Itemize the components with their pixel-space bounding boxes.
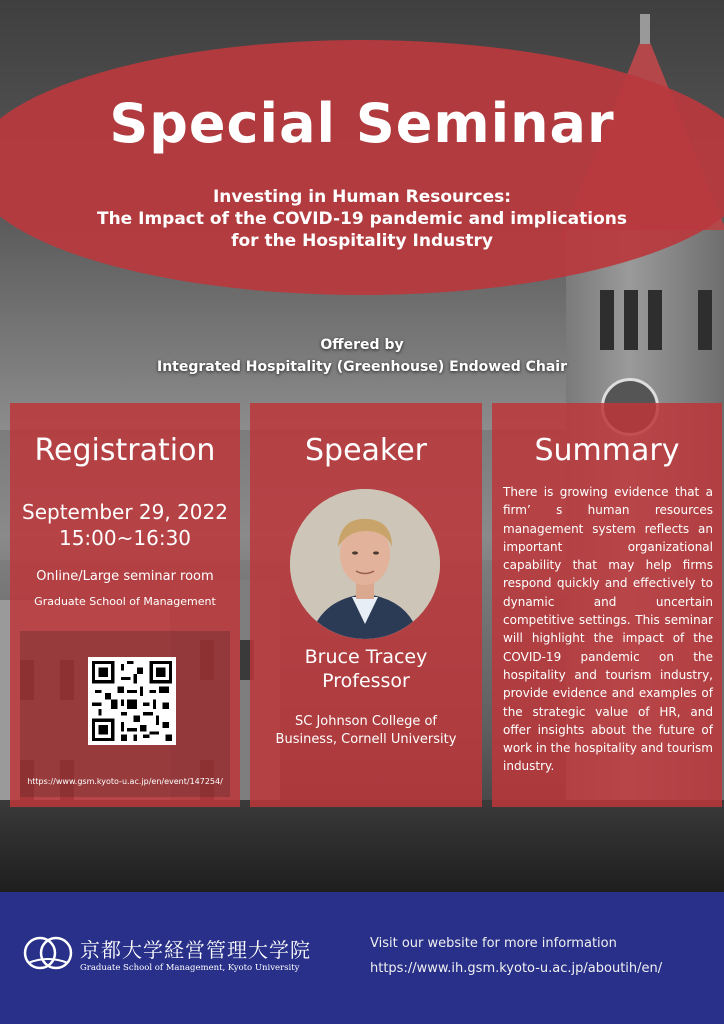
- registration-time: 15:00~16:30: [58, 526, 192, 550]
- summary-heading: Summary: [534, 433, 680, 468]
- speaker-photo: [290, 489, 440, 639]
- registration-school: Graduate School of Management: [34, 595, 216, 608]
- visit-website-text: Visit our website for more information: [370, 936, 617, 951]
- speaker-affiliation: [250, 713, 482, 749]
- qr-code[interactable]: [88, 657, 176, 745]
- spire-tip: [640, 14, 650, 44]
- speaker-name-block: [250, 645, 482, 693]
- registration-panel: [10, 403, 240, 807]
- speaker-heading: Speaker: [304, 433, 428, 468]
- logo-japanese-name: 京都大学経営管理大学院: [80, 938, 311, 962]
- subtitle-line: Investing in Human Resources:: [212, 187, 512, 207]
- registration-heading: Registration: [34, 433, 216, 468]
- page-title: Special Seminar: [109, 92, 615, 155]
- speaker-panel: [250, 403, 482, 807]
- registration-qr-box: [20, 631, 230, 797]
- speaker-title: Professor: [322, 670, 410, 692]
- subtitle-line: The Impact of the COVID-19 pandemic and implications: [96, 209, 628, 229]
- offered-by-label: Offered by: [320, 337, 404, 353]
- summary-panel: [492, 403, 722, 807]
- trees: [0, 800, 724, 892]
- title-banner: [0, 40, 724, 295]
- speaker-org-line: SC Johnson College of: [295, 714, 437, 729]
- seminar-subtitle: [60, 186, 664, 252]
- registration-date: September 29, 2022: [22, 500, 228, 524]
- speaker-name: Bruce Tracey: [304, 646, 428, 668]
- website-link[interactable]: https://www.ih.gsm.kyoto-u.ac.jp/aboutih/en/: [370, 961, 663, 976]
- logo-english-name: Graduate School of Management, Kyoto University: [80, 963, 300, 973]
- speaker-org-line: Business, Cornell University: [275, 732, 457, 747]
- subtitle-line: for the Hospitality Industry: [231, 231, 493, 251]
- registration-url[interactable]: https://www.gsm.kyoto-u.ac.jp/en/event/147254/: [27, 777, 223, 786]
- offered-by: [0, 334, 724, 378]
- summary-text: There is growing evidence that a firm’ s human resources management system reflects an important organizational capability that may help firms respond quickly and effectively to dynamic and uncertain competitive settings. This seminar will highlight the impact of the COVID-19 pandemic on the hospitality and tourism industry, provide evidence and examples of the strategic value of HR, and offer insights about the future of work in the hospitality and tourism industry.: [503, 485, 713, 774]
- offered-by-name: Integrated Hospitality (Greenhouse) Endowed Chair: [156, 359, 568, 375]
- registration-place: Online/Large seminar room: [36, 569, 214, 584]
- kyoto-university-logo-icon: [22, 933, 74, 973]
- registration-datetime: [10, 499, 240, 551]
